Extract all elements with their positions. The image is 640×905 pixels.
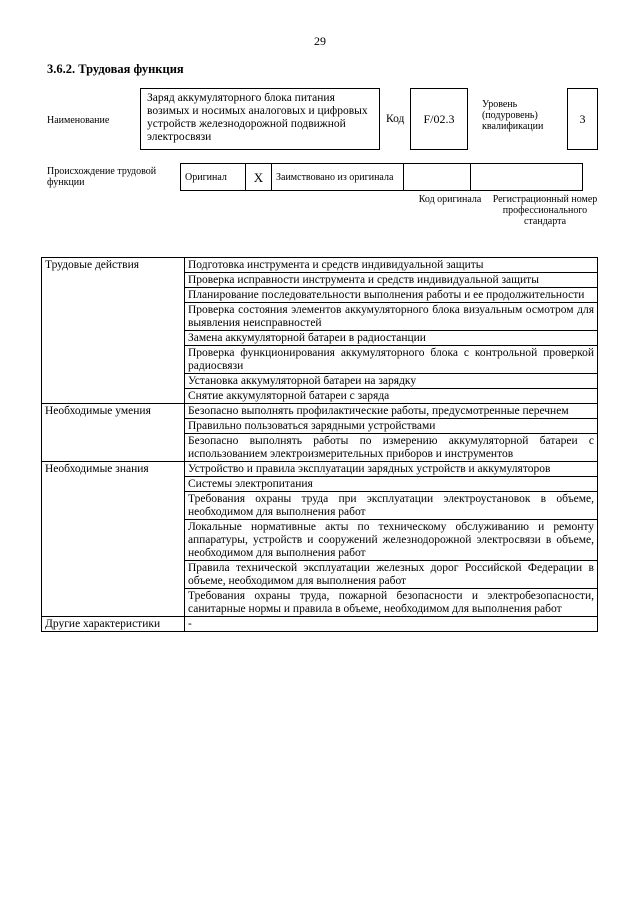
action-item: Замена аккумуляторной батареи в радиостанции bbox=[185, 331, 598, 346]
knowledge-item: Локальные нормативные акты по техническому обслуживанию и ремонту аппаратуры, устройств и сооружений железнодорожной электросвязи в объеме, необходимом для выполнения работ bbox=[185, 520, 598, 561]
action-item: Подготовка инструмента и средств индивидуальной защиты bbox=[185, 258, 598, 273]
skill-item: Правильно пользоваться зарядными устройствами bbox=[185, 419, 598, 434]
level-label: Уровень (подуровень) квалификации bbox=[482, 99, 544, 132]
action-item: Снятие аккумуляторной батареи с заряда bbox=[185, 389, 598, 404]
skill-item: Безопасно выполнять работы по измерению аккумуляторной батареи с использованием электроизмерительных приборов и инструментов bbox=[185, 434, 598, 462]
code-label: Код bbox=[386, 113, 405, 125]
original-mark: X bbox=[253, 169, 264, 185]
skills-category: Необходимые умения bbox=[42, 404, 185, 462]
knowledge-item: Правила технической эксплуатации железных дорог Российской Федерации в объеме, необходимом для выполнения работ bbox=[185, 561, 598, 589]
action-item: Проверка исправности инструмента и средств индивидуальной защиты bbox=[185, 273, 598, 288]
level-box bbox=[567, 88, 598, 150]
action-item: Планирование последовательности выполнения работы и ее продолжительности bbox=[185, 288, 598, 303]
knowledge-item: Требования охраны труда, пожарной безопасности и электробезопасности, санитарные нормы и правила в объеме, необходимом для выполнения работ bbox=[185, 589, 598, 617]
original-mark-cell bbox=[246, 164, 272, 191]
knowledge-item: Системы электропитания bbox=[185, 477, 598, 492]
action-item: Проверка функционирования аккумуляторного блока с контрольной проверкой радиосвязи bbox=[185, 346, 598, 374]
table-row bbox=[42, 617, 598, 632]
table-row bbox=[42, 404, 598, 419]
registration-number-caption: Регистрационный номер профессионального стандарта bbox=[492, 194, 598, 227]
table-row bbox=[42, 462, 598, 477]
original-label: Оригинал bbox=[185, 171, 227, 183]
knowledge-category: Необходимые знания bbox=[42, 462, 185, 617]
table-row bbox=[42, 258, 598, 273]
original-label-cell bbox=[181, 164, 246, 191]
other-category: Другие характеристики bbox=[42, 617, 185, 632]
name-label: Наименование bbox=[47, 115, 110, 126]
section-title: 3.6.2. Трудовая функция bbox=[47, 62, 184, 76]
other-value: - bbox=[185, 617, 598, 632]
code-value: F/02.3 bbox=[423, 111, 455, 126]
borrowed-label: Заимствовано из оригинала bbox=[276, 171, 394, 183]
function-name-box bbox=[140, 88, 380, 150]
code-box bbox=[410, 88, 468, 150]
borrowed-label-cell bbox=[272, 164, 404, 191]
original-code-cell bbox=[404, 164, 471, 191]
registration-number-cell bbox=[471, 164, 583, 191]
knowledge-item: Требования охраны труда при эксплуатации электроустановок в объеме, необходимом для выполнения работ bbox=[185, 492, 598, 520]
function-details-table bbox=[41, 257, 598, 632]
page-number: 29 bbox=[314, 34, 326, 48]
skill-item: Безопасно выполнять профилактические работы, предусмотренные перечнем bbox=[185, 404, 598, 419]
action-item: Установка аккумуляторной батареи на зарядку bbox=[185, 374, 598, 389]
actions-category: Трудовые действия bbox=[42, 258, 185, 404]
action-item: Проверка состояния элементов аккумуляторного блока визуальным осмотром для выявления неисправностей bbox=[185, 303, 598, 331]
original-code-caption: Код оригинала bbox=[418, 194, 482, 205]
level-value: 3 bbox=[579, 111, 586, 126]
function-name-value: Заряд аккумуляторного блока питания возимых и носимых аналоговых и цифровых устройств железнодорожной подвижной электросвязи bbox=[147, 92, 368, 143]
origin-label: Происхождение трудовой функции bbox=[47, 166, 157, 188]
origin-table bbox=[180, 163, 583, 191]
knowledge-item: Устройство и правила эксплуатации зарядных устройств и аккумуляторов bbox=[185, 462, 598, 477]
